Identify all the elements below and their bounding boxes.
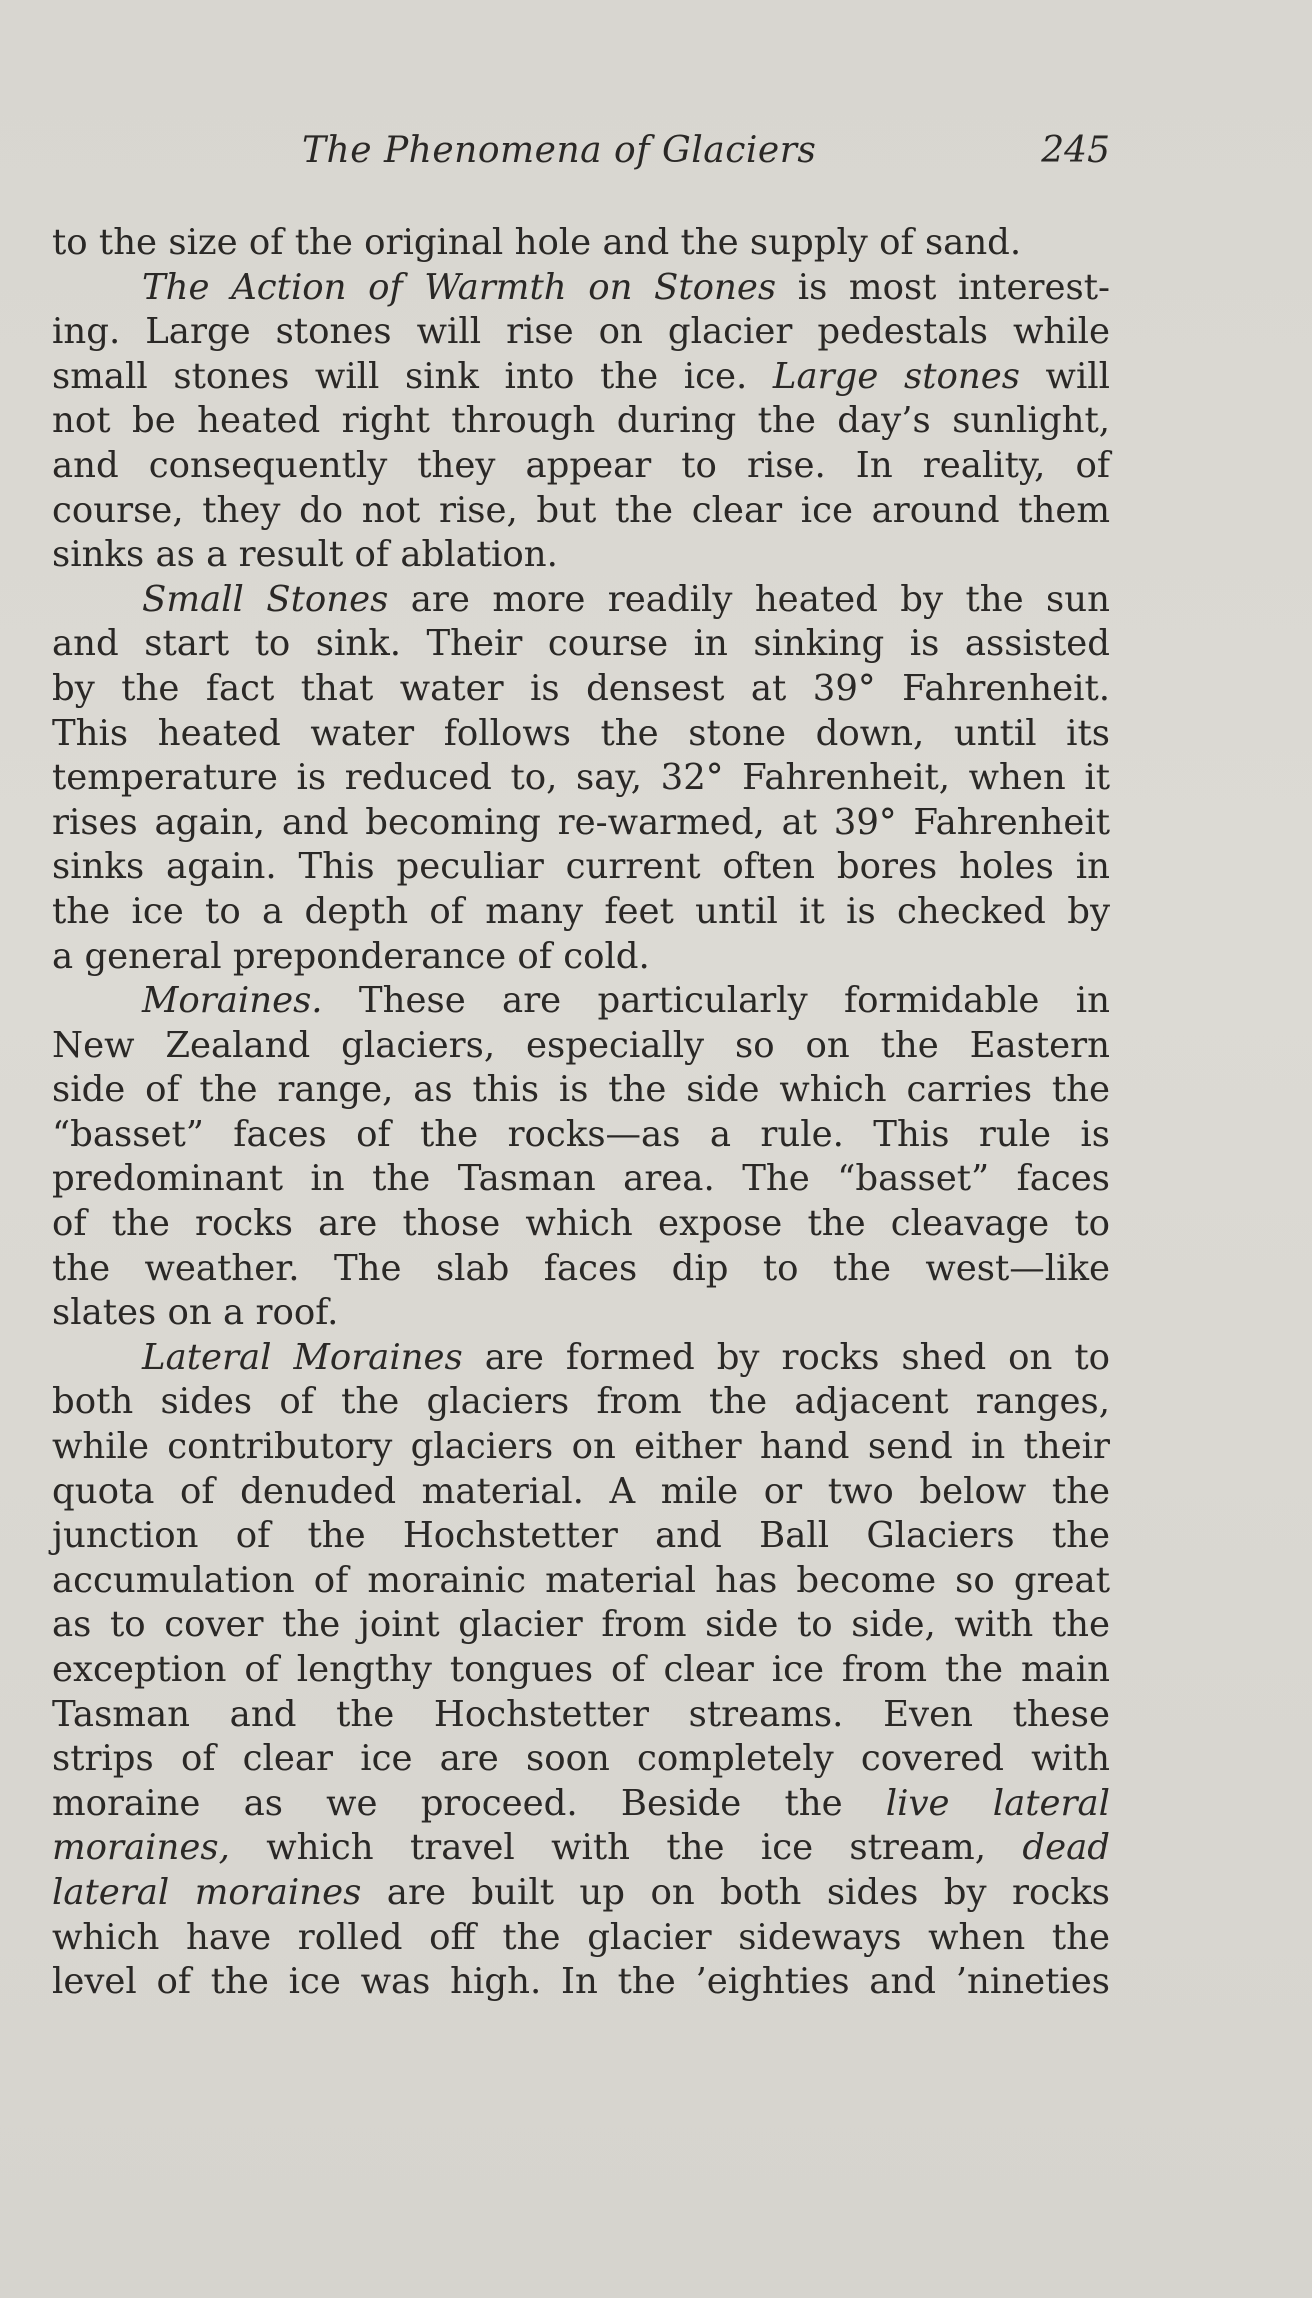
text-run: will (1019, 355, 1110, 397)
text-line (52, 1559, 1110, 1604)
text-run: side of the range, as this is the side which carries the (52, 1069, 1110, 1111)
running-title: The Phenomena of Glaciers (302, 130, 817, 171)
text-run: quota of denuded material. A mile or two below the (52, 1470, 1110, 1512)
text-run: accumulation of morainic material has become so great (52, 1559, 1110, 1601)
italic-phrase: lateral moraines (52, 1871, 362, 1913)
text-run: and consequently they appear to rise. In reality, of (52, 444, 1110, 486)
text-run: is most interest- (776, 266, 1110, 308)
text-run: of the rocks are those which expose the cleavage to (52, 1203, 1110, 1245)
text-line (52, 578, 1110, 623)
text-line (52, 1425, 1110, 1470)
text-run: are formed by rocks shed on to (462, 1336, 1111, 1378)
text-line (52, 1068, 1110, 1113)
text-run: This heated water follows the stone down, until its (52, 712, 1110, 754)
text-line (52, 1693, 1110, 1738)
body-text (52, 221, 1110, 2005)
text-line (52, 1960, 1110, 2005)
text-run: level of the ice was high. In the ’eighties and ’nineties (52, 1961, 1110, 2003)
text-run: the weather. The slab faces dip to the west—like (52, 1247, 1110, 1289)
text-run: as to cover the joint glacier from side to side, with the (52, 1604, 1110, 1646)
text-line (52, 310, 1110, 355)
italic-phrase: Large stones (772, 355, 1020, 397)
text-line (52, 355, 1110, 400)
text-line (52, 1157, 1110, 1202)
text-run: the ice to a depth of many feet until it is checked by (52, 890, 1110, 932)
text-line (52, 1291, 1110, 1336)
text-line (52, 1202, 1110, 1247)
text-run: course, they do not rise, but the clear ice around them (52, 489, 1110, 531)
text-run: temperature is reduced to, say, 32° Fahrenheit, when it (52, 757, 1110, 799)
text-run: moraine as we proceed. Beside the (52, 1782, 886, 1824)
text-run: These are particularly formidable in (322, 980, 1110, 1022)
text-run: Tasman and the Hochstetter streams. Even these (52, 1693, 1110, 1735)
page-number: 245 (1041, 130, 1110, 171)
text-run: while contributory glaciers on either hand send in their (52, 1426, 1110, 1468)
italic-phrase: Moraines. (142, 980, 323, 1022)
text-line (52, 667, 1110, 712)
text-line (52, 444, 1110, 489)
text-run: rises again, and becoming re-warmed, at 39° Fahrenheit (52, 801, 1110, 843)
text-run: and start to sink. Their course in sinking is assisted (52, 623, 1110, 665)
text-line (52, 1871, 1110, 1916)
text-line (52, 1737, 1110, 1782)
text-line (52, 979, 1110, 1024)
text-run: which travel with the ice stream, (229, 1827, 1023, 1869)
text-run: sinks as a result of ablation. (52, 534, 558, 576)
text-line (52, 1470, 1110, 1515)
text-line (52, 1024, 1110, 1069)
text-run: a general preponderance of cold. (52, 935, 650, 977)
text-line (52, 533, 1110, 578)
text-line (52, 489, 1110, 534)
text-line (52, 221, 1110, 266)
italic-phrase: moraines, (52, 1827, 230, 1869)
text-line (52, 801, 1110, 846)
text-run: not be heated right through during the day’s sunlight, (52, 400, 1110, 442)
text-run: sinks again. This peculiar current often bores holes in (52, 846, 1110, 888)
text-line (52, 1603, 1110, 1648)
text-line (52, 266, 1110, 311)
text-run: are more readily heated by the sun (388, 578, 1110, 620)
text-line (52, 935, 1110, 980)
text-run: which have rolled off the glacier sideways when the (52, 1916, 1110, 1958)
text-line (52, 622, 1110, 667)
text-line (52, 1380, 1110, 1425)
text-run: by the fact that water is densest at 39° Fahrenheit. (52, 667, 1110, 709)
text-line (52, 1514, 1110, 1559)
text-line (52, 1247, 1110, 1292)
text-run: strips of clear ice are soon completely covered with (52, 1738, 1110, 1780)
text-line (52, 756, 1110, 801)
italic-phrase: live lateral (885, 1782, 1110, 1824)
text-run: both sides of the glaciers from the adjacent ranges, (52, 1381, 1110, 1423)
text-line (52, 890, 1110, 935)
text-line (52, 845, 1110, 890)
text-line (52, 1916, 1110, 1961)
text-line (52, 712, 1110, 757)
text-run: ing. Large stones will rise on glacier pedestals while (52, 311, 1110, 353)
text-line (52, 1648, 1110, 1693)
italic-phrase: dead (1022, 1827, 1110, 1869)
text-line (52, 399, 1110, 444)
italic-phrase: Small Stones (142, 578, 389, 620)
text-run: small stones will sink into the ice. (52, 355, 773, 397)
text-run: predominant in the Tasman area. The “basset” faces (52, 1158, 1110, 1200)
text-run: “basset” faces of the rocks—as a rule. This rule is (52, 1113, 1110, 1155)
text-run: to the size of the original hole and the supply of sand. (52, 222, 1022, 263)
text-run: junction of the Hochstetter and Ball Glaciers the (52, 1515, 1110, 1557)
text-run: New Zealand glaciers, especially so on the Eastern (52, 1024, 1110, 1066)
text-line (52, 1113, 1110, 1158)
text-line (52, 1826, 1110, 1871)
running-head (52, 130, 1110, 190)
text-line (52, 1782, 1110, 1827)
text-line (52, 1336, 1110, 1381)
italic-phrase: The Action of Warmth on Stones (142, 266, 777, 308)
text-run: slates on a roof. (52, 1292, 339, 1334)
italic-phrase: Lateral Moraines (142, 1336, 463, 1378)
text-run: are built up on both sides by rocks (361, 1871, 1110, 1913)
text-run: exception of lengthy tongues of clear ice from the main (52, 1649, 1110, 1690)
